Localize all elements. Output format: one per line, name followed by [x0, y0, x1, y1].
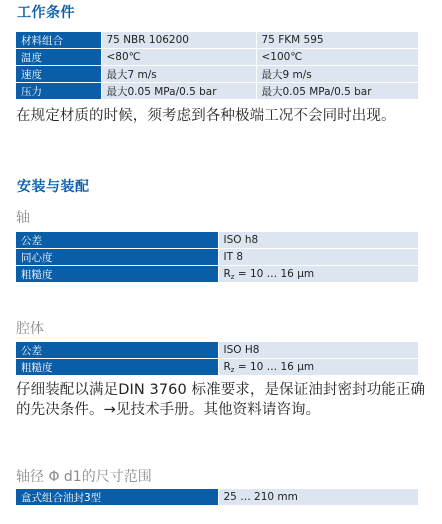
- cell-nbr: 最大7 m/s: [101, 66, 256, 83]
- value-suffix: = 10 … 16 μm: [234, 267, 315, 280]
- cell-fkm: 75 FKM 595: [256, 32, 418, 49]
- working-conditions-table: [16, 32, 418, 100]
- row-label: 盒式组合油封3型: [16, 489, 218, 506]
- table-row: [16, 232, 418, 249]
- row-label: 速度: [16, 66, 101, 83]
- bore-table: [16, 342, 418, 376]
- table-row: [16, 66, 418, 83]
- shaft-heading: 轴: [16, 210, 30, 226]
- row-value: ISO H8: [218, 342, 418, 359]
- cell-fkm: 最大0.05 MPa/0.5 bar: [256, 83, 418, 100]
- value-suffix: = 10 … 16 μm: [234, 360, 315, 373]
- value-subscript: z: [230, 365, 235, 374]
- installation-note: 仔细装配以满足DIN 3760 标准要求，是保证油封密封功能正确的先决条件。→见技术手册。其他资料请咨询。: [16, 382, 426, 418]
- table-row: [16, 489, 418, 506]
- working-conditions-title: 工作条件: [17, 5, 75, 21]
- table-row: [16, 32, 418, 49]
- table-row: [16, 342, 418, 359]
- row-label: 同心度: [16, 249, 218, 266]
- row-value: [218, 359, 418, 376]
- row-label: 温度: [16, 49, 101, 66]
- row-value: ISO h8: [218, 232, 418, 249]
- table-row: [16, 83, 418, 100]
- row-value: IT 8: [218, 249, 418, 266]
- row-label: 公差: [16, 342, 218, 359]
- shaft-table: [16, 232, 418, 283]
- row-label: 材料组合: [16, 32, 101, 49]
- row-label: 粗糙度: [16, 359, 218, 376]
- table-row: [16, 359, 418, 376]
- size-range-heading: 轴径 Φ d1的尺寸范围: [16, 469, 152, 485]
- working-conditions-note: 在规定材质的时候，须考虑到各种极端工况不会同时出现。: [16, 108, 396, 124]
- cell-fkm: <100℃: [256, 49, 418, 66]
- bore-heading: 腔体: [16, 321, 44, 337]
- cell-nbr: <80℃: [101, 49, 256, 66]
- row-value: [218, 266, 418, 283]
- value-prefix: R: [223, 267, 231, 280]
- size-range-table: [16, 489, 418, 506]
- value-subscript: z: [230, 272, 235, 281]
- row-label: 公差: [16, 232, 218, 249]
- table-row: [16, 249, 418, 266]
- row-label: 压力: [16, 83, 101, 100]
- cell-nbr: 最大0.05 MPa/0.5 bar: [101, 83, 256, 100]
- cell-nbr: 75 NBR 106200: [101, 32, 256, 49]
- value-prefix: R: [223, 360, 231, 373]
- row-value: 25 … 210 mm: [218, 489, 418, 506]
- installation-title: 安装与装配: [17, 179, 90, 195]
- cell-fkm: 最大9 m/s: [256, 66, 418, 83]
- table-row: [16, 49, 418, 66]
- row-label: 粗糙度: [16, 266, 218, 283]
- table-row: [16, 266, 418, 283]
